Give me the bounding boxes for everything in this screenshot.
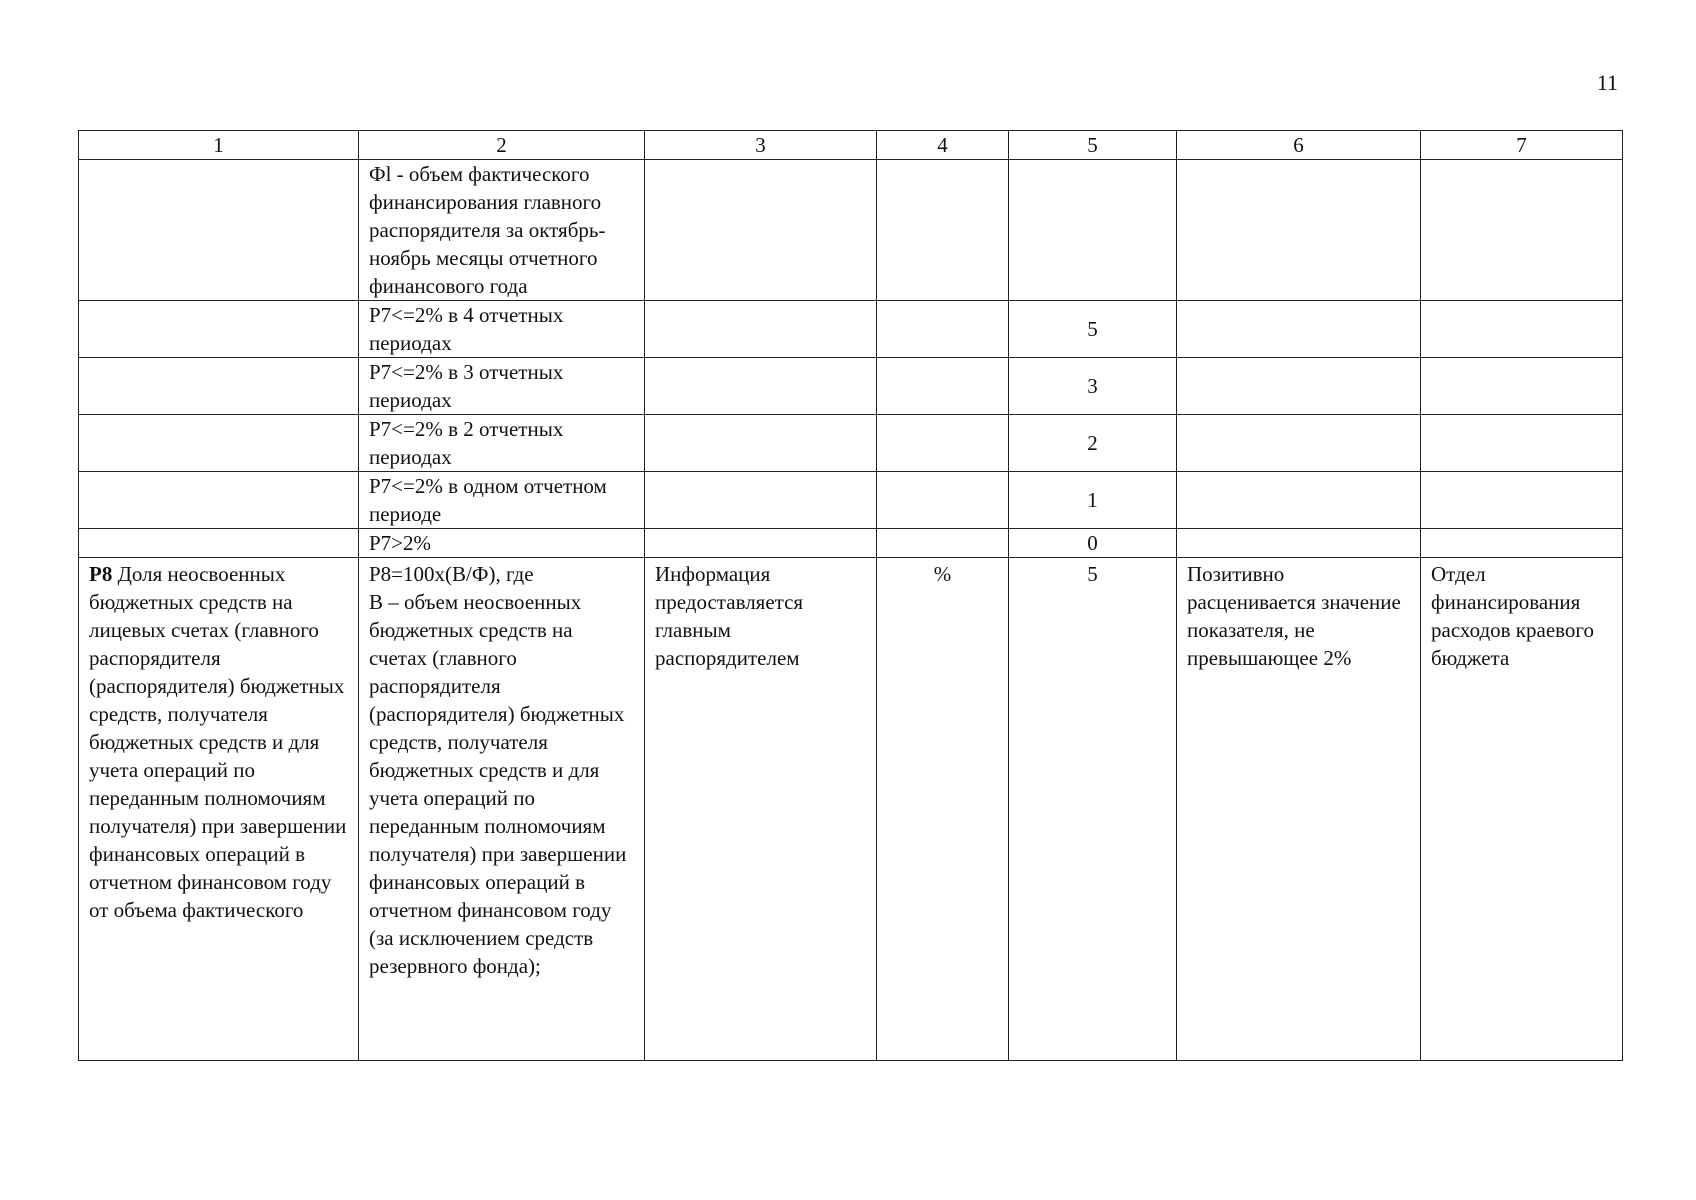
cell-c3 — [645, 358, 877, 415]
cell-c2: Фl - объем фактического финансирования главного распорядителя за октябрь-ноябрь месяцы отчетного финансового года — [359, 160, 645, 301]
cell-c2: Р7<=2% в одном отчетном периоде — [359, 472, 645, 529]
cell-c3 — [645, 160, 877, 301]
cell-c3 — [645, 472, 877, 529]
cell-c1 — [79, 358, 359, 415]
criteria-table — [78, 130, 1623, 1061]
cell-c2: Р7<=2% в 2 отчетных периодах — [359, 415, 645, 472]
header-row — [79, 131, 1623, 160]
cell-score: 3 — [1009, 358, 1177, 415]
cell-score: 0 — [1009, 529, 1177, 558]
cell-c1 — [79, 529, 359, 558]
unit-cell: % — [877, 558, 1009, 1061]
indicator-name-cell — [79, 558, 359, 1061]
cell-c7 — [1421, 358, 1623, 415]
max-score-cell: 5 — [1009, 558, 1177, 1061]
table-row — [79, 529, 1623, 558]
cell-c5 — [1009, 160, 1177, 301]
cell-c1 — [79, 301, 359, 358]
cell-c7 — [1421, 415, 1623, 472]
cell-c6 — [1177, 472, 1421, 529]
page-number: 11 — [1596, 70, 1618, 95]
cell-c6 — [1177, 529, 1421, 558]
cell-c2: Р7<=2% в 3 отчетных периодах — [359, 358, 645, 415]
formula-cell — [359, 558, 645, 1061]
formula: Р8=100х(В/Ф), где — [369, 562, 534, 586]
cell-c4 — [877, 472, 1009, 529]
formula-explanation: В – объем неосвоенных бюджетных средств на счетах (главного распорядителя (распорядителя) бюджетных средств, получателя бюджетных средств и для учета операций по переданным полномочиям получателя) при завершении финансовых операций в отчетном финансовом году (за исключением средств резервного фонда); — [369, 590, 627, 978]
cell-score: 1 — [1009, 472, 1177, 529]
cell-c6 — [1177, 301, 1421, 358]
table-row — [79, 301, 1623, 358]
header-col-2: 2 — [359, 131, 645, 160]
cell-c2: Р7<=2% в 4 отчетных периодах — [359, 301, 645, 358]
header-col-7: 7 — [1421, 131, 1623, 160]
cell-c1 — [79, 415, 359, 472]
cell-c3 — [645, 301, 877, 358]
evaluation-cell: Позитивно расценивается значение показателя, не превышающее 2% — [1177, 558, 1421, 1061]
cell-score: 2 — [1009, 415, 1177, 472]
table-row — [79, 358, 1623, 415]
cell-c3 — [645, 415, 877, 472]
cell-c4 — [877, 415, 1009, 472]
header-col-5: 5 — [1009, 131, 1177, 160]
cell-c7 — [1421, 301, 1623, 358]
indicator-description: Доля неосвоенных бюджетных средств на лицевых счетах (главного распорядителя (распорядителя) бюджетных средств, получателя бюджетных средств и для учета операций по переданным полномочиям получателя) при завершении финансовых операций в отчетном финансовом году от объема фактического — [89, 562, 347, 922]
cell-c4 — [877, 301, 1009, 358]
cell-c6 — [1177, 358, 1421, 415]
cell-c4 — [877, 160, 1009, 301]
cell-c7 — [1421, 472, 1623, 529]
header-col-3: 3 — [645, 131, 877, 160]
header-col-1: 1 — [79, 131, 359, 160]
source-cell: Информация предоставляется главным распорядителем — [645, 558, 877, 1061]
indicator-code: Р8 — [89, 562, 113, 586]
table-row — [79, 160, 1623, 301]
cell-c2: Р7>2% — [359, 529, 645, 558]
table-row — [79, 415, 1623, 472]
cell-c7 — [1421, 160, 1623, 301]
header-col-4: 4 — [877, 131, 1009, 160]
header-col-6: 6 — [1177, 131, 1421, 160]
cell-c7 — [1421, 529, 1623, 558]
cell-c4 — [877, 358, 1009, 415]
cell-c4 — [877, 529, 1009, 558]
cell-score: 5 — [1009, 301, 1177, 358]
cell-c1 — [79, 160, 359, 301]
responsible-cell: Отдел финансирования расходов краевого бюджета — [1421, 558, 1623, 1061]
table-row-p8 — [79, 558, 1623, 1061]
cell-c6 — [1177, 160, 1421, 301]
table-row — [79, 472, 1623, 529]
cell-c3 — [645, 529, 877, 558]
cell-c6 — [1177, 415, 1421, 472]
cell-c1 — [79, 472, 359, 529]
